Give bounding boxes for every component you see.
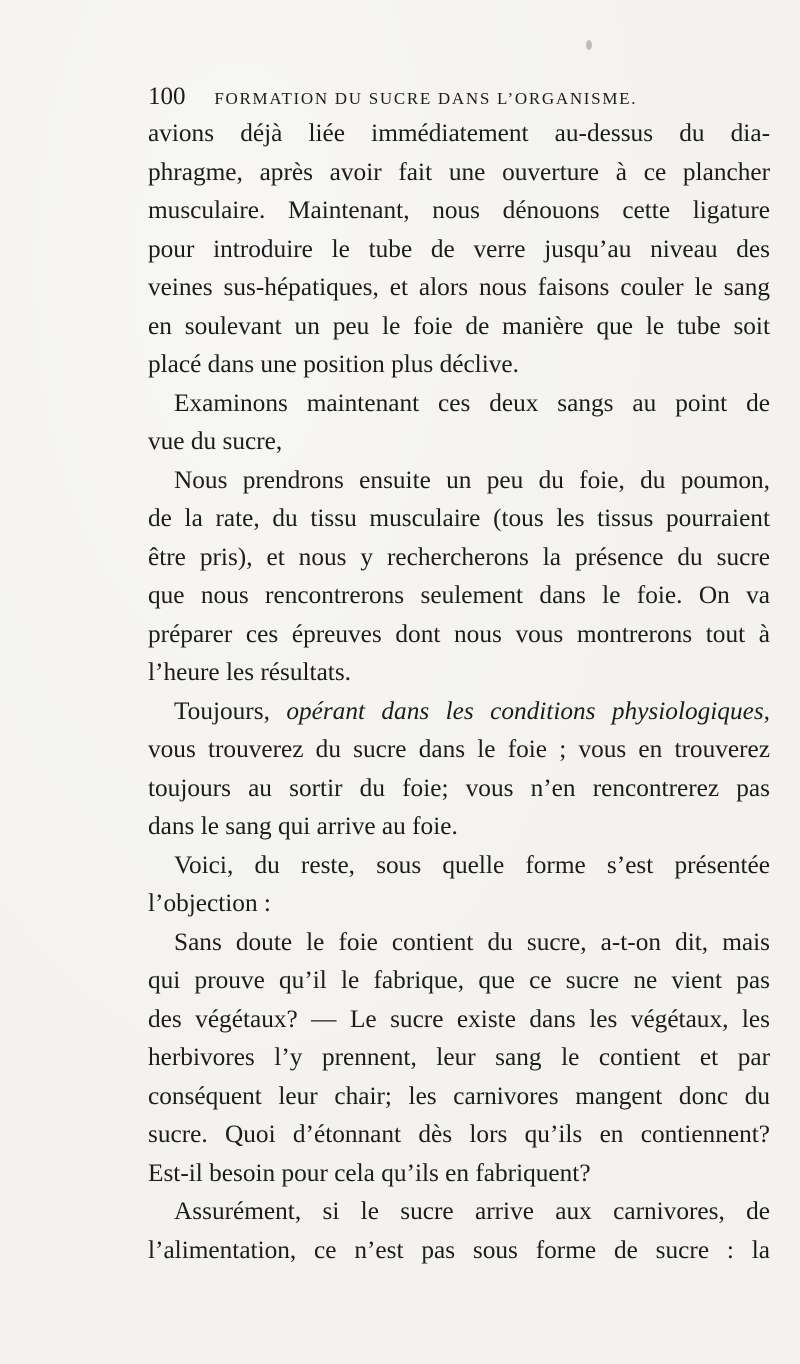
text-line: sucre. Quoi d’étonnant dès lors qu’ils en contiennent?: [148, 1120, 770, 1148]
text-line: vous trouverez du sucre dans le foie ; vous en trouverez: [148, 735, 770, 763]
text-line: que nous rencontrerons seulement dans le foie. On va: [148, 581, 770, 609]
text-line: de la rate, du tissu musculaire (tous les tissus pourraient: [148, 504, 770, 532]
text-line: Assurément, si le sucre arrive aux carnivores, de: [174, 1197, 770, 1225]
text-line: des végétaux? — Le sucre existe dans les végétaux, les: [148, 1004, 770, 1033]
text-line: l’objection :: [148, 889, 271, 917]
page-speck: [586, 40, 592, 50]
text-line: en soulevant un peu le foie de manière que le tube soit: [148, 311, 770, 340]
text-line: Sans doute le foie contient du sucre, a-t-on dit, mais: [174, 927, 770, 956]
text-line: herbivores l’y prennent, leur sang le contient et par: [148, 1043, 770, 1071]
text-line: être pris), et nous y rechercherons la présence du sucre: [148, 542, 770, 571]
running-header: [148, 82, 768, 112]
text-line: dans le sang qui arrive au foie.: [148, 812, 458, 840]
running-title: FORMATION DU SUCRE DANS L’ORGANISME.: [214, 89, 638, 108]
text-line: préparer ces épreuves dont nous vous montrerons tout à: [148, 619, 770, 648]
text-line: Examinons maintenant ces deux sangs au point de: [174, 388, 770, 417]
text-line: musculaire. Maintenant, nous dénouons cette ligature: [148, 196, 770, 224]
text-line: qui prouve qu’il le fabrique, que ce sucre ne vient pas: [148, 966, 770, 994]
text-line: avions déjà liée immédiatement au-dessus du dia-: [148, 119, 770, 147]
text-line: Nous prendrons ensuite un peu du foie, du poumon,: [174, 465, 770, 494]
text-line: veines sus-hépatiques, et alors nous faisons couler le sang: [148, 273, 770, 301]
text-line-start: Toujours,: [174, 696, 270, 725]
page-number: 100: [148, 83, 186, 110]
text-line: l’alimentation, ce n’est pas sous forme de sucre : la: [148, 1235, 770, 1264]
text-line: l’heure les résultats.: [148, 658, 352, 686]
text-line: placé dans une position plus déclive.: [148, 350, 519, 378]
text-line: conséquent leur chair; les carnivores mangent donc du: [148, 1081, 770, 1110]
text-line: phragme, après avoir fait une ouverture à ce plancher: [148, 157, 770, 186]
text-line: [148, 692, 770, 731]
text-line: pour introduire le tube de verre jusqu’au niveau des: [148, 234, 770, 263]
text-line: Voici, du reste, sous quelle forme s’est présentée: [174, 850, 770, 879]
italic-phrase: opérant dans les conditions physiologiques,: [286, 696, 770, 725]
text-line: vue du sucre,: [148, 427, 283, 455]
text-line: toujours au sortir du foie; vous n’en rencontrerez pas: [148, 773, 770, 802]
text-line: Est-il besoin pour cela qu’ils en fabriquent?: [148, 1158, 591, 1187]
body-text: [148, 114, 770, 1269]
